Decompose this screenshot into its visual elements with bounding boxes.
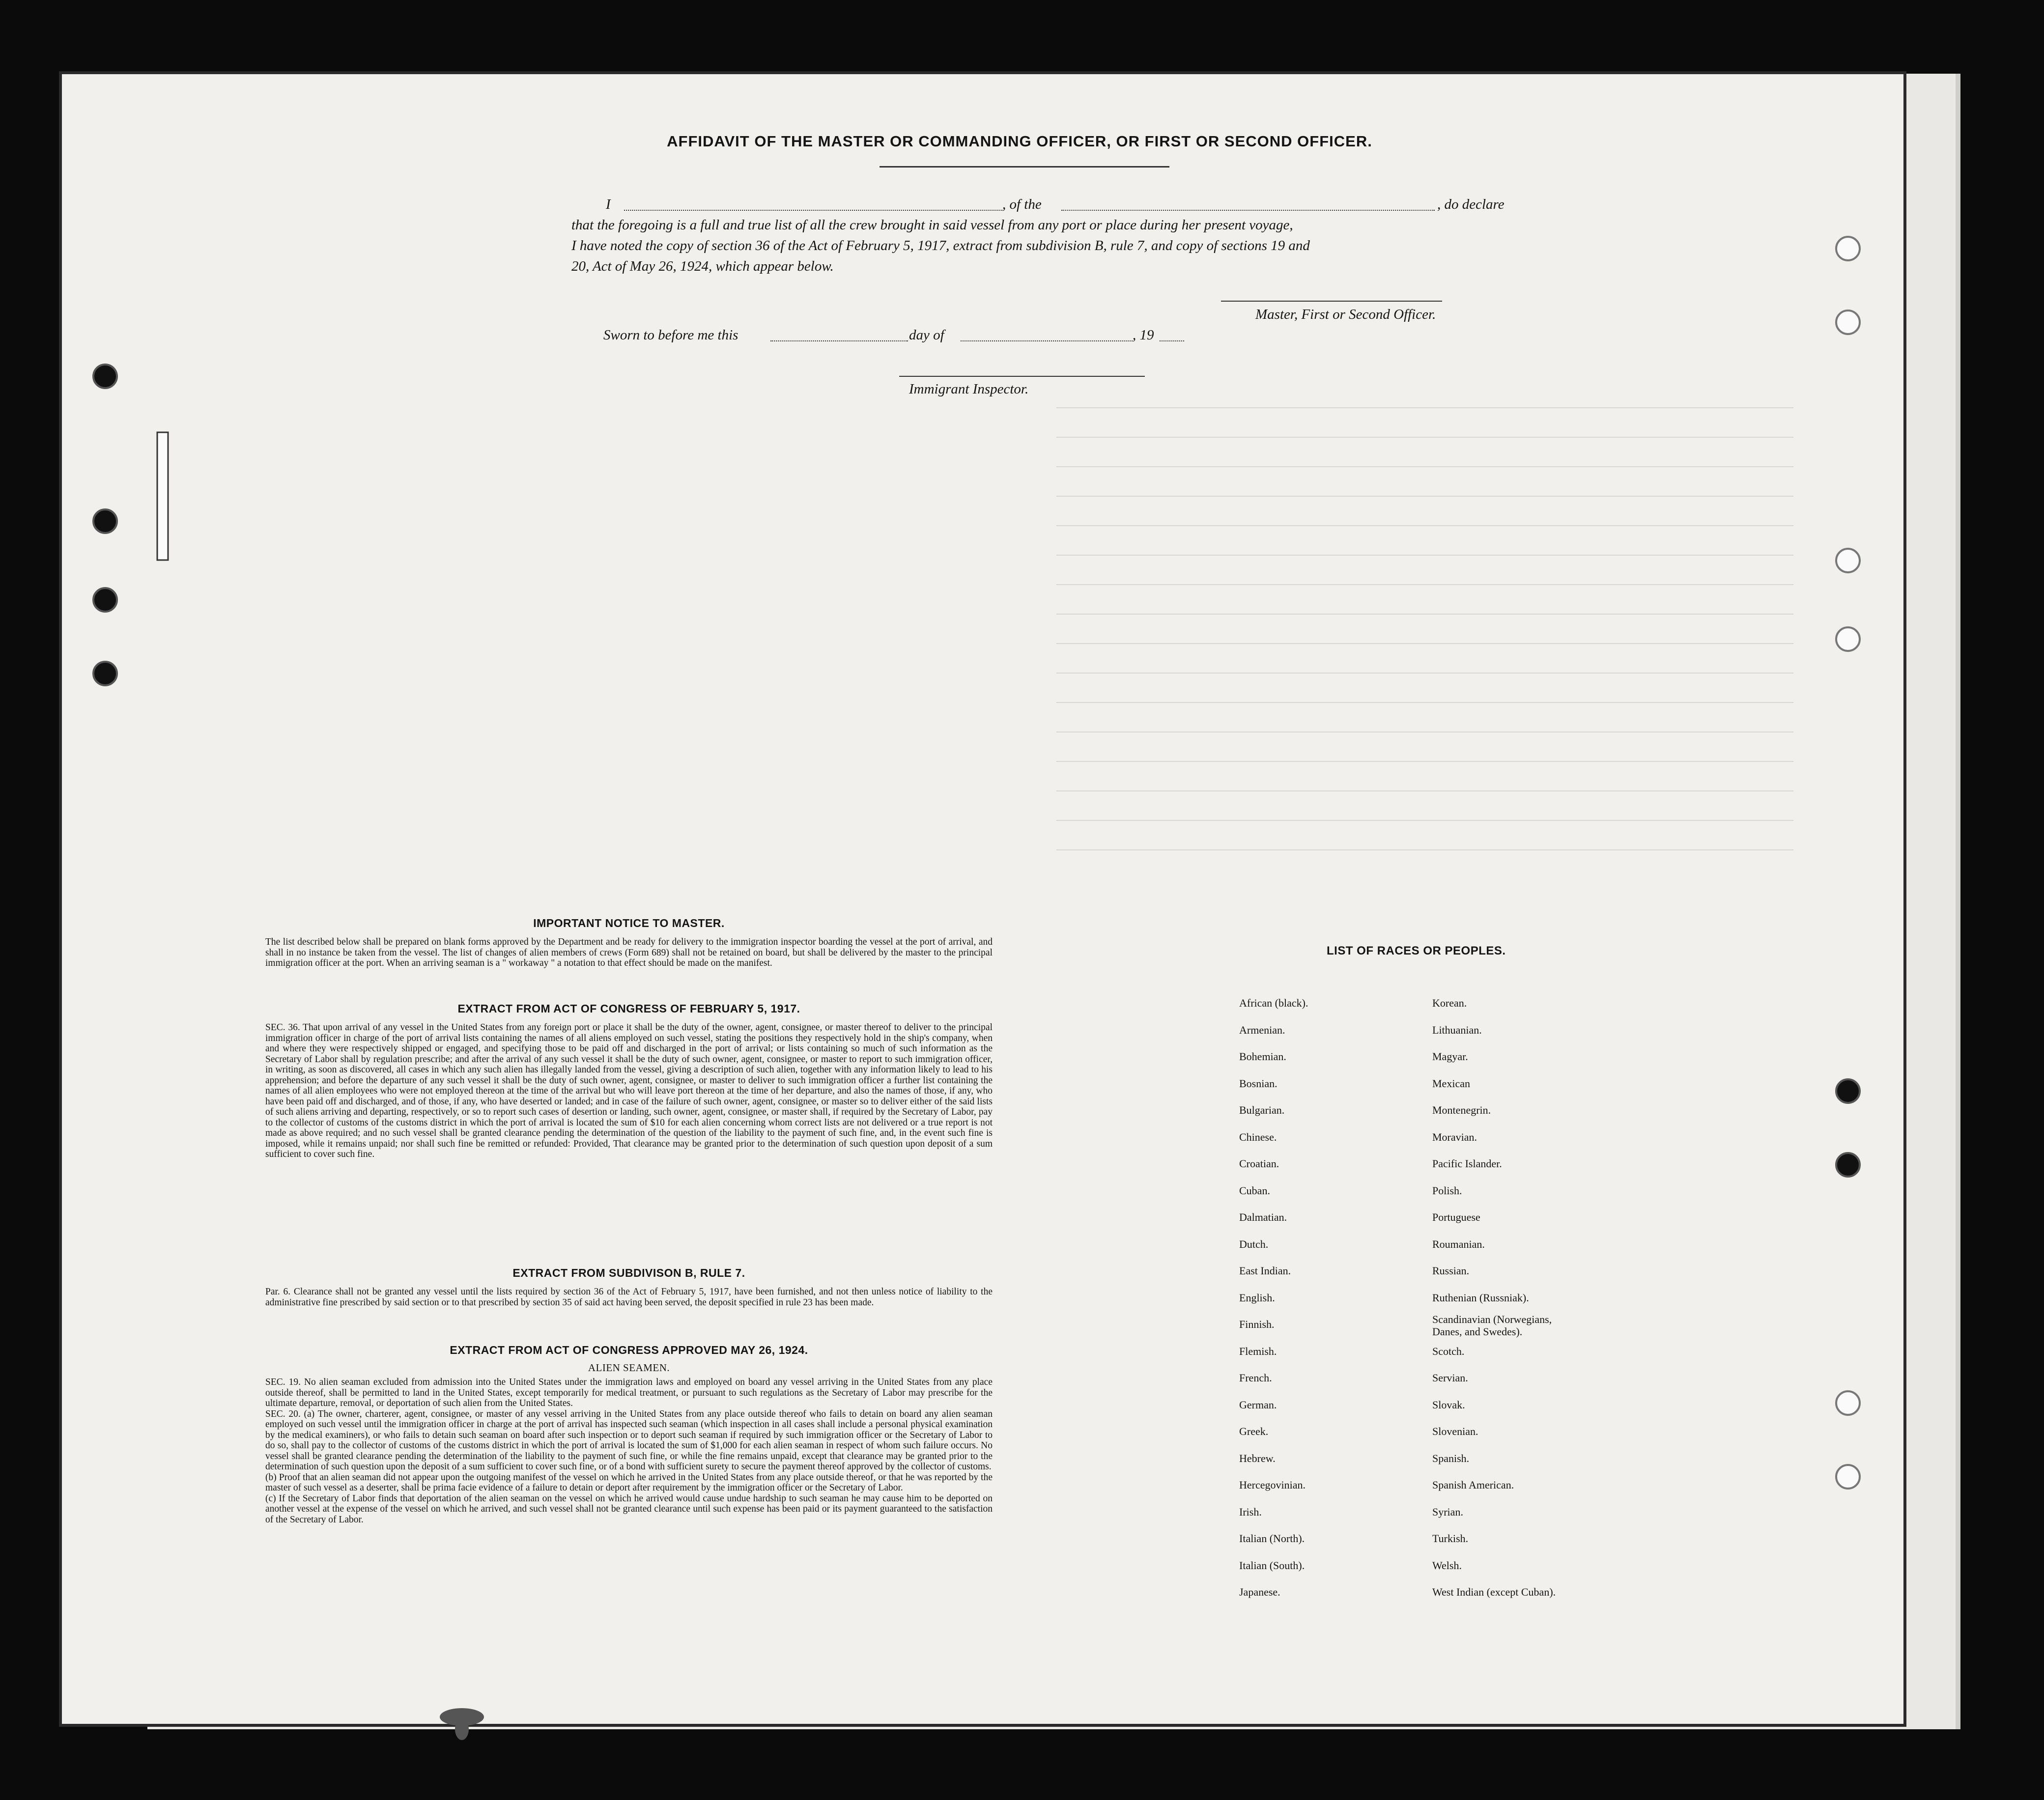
- race-item: Dalmatian.: [1239, 1211, 1287, 1223]
- race-item: Scotch.: [1432, 1345, 1465, 1357]
- race-item: Slovenian.: [1432, 1425, 1478, 1437]
- month-blank: [961, 340, 1133, 341]
- affidavit-do-declare: , do declare: [1437, 197, 1505, 212]
- name-blank: [624, 210, 1002, 211]
- race-item: Danes, and Swedes).: [1432, 1325, 1523, 1338]
- extract-rule7: [265, 1266, 993, 1308]
- races-title: LIST OF RACES OR PEOPLES.: [1327, 944, 1506, 957]
- alien-seamen-subtitle: ALIEN SEAMEN.: [588, 1362, 670, 1374]
- race-item: Turkish.: [1432, 1532, 1469, 1545]
- race-item: Italian (South).: [1239, 1559, 1305, 1572]
- year-blank: [1160, 340, 1184, 341]
- extract-1917-body: SEC. 36. That upon arrival of any vessel in the United States from any foreign port or place it shall be the duty of the owner, agent, consignee, or master thereof to deliver to the principal immigration officer in charge of the port of arrival lists containing the names of all aliens employed on such vessel, stating the positions they respectively hold in the ship's company, when and where they were respectively shipped or engaged, and specifying those to be paid off and discharged in the port of arrival; or lists containing so much of such information as the Secretary of Labor shall by regulation prescribe; and after the arrival of any such vessel it shall be the duty of such owner, agent, consignee, or master to report to such immigration officer, in writing, as soon as discovered, all cases in which any such alien has illegally landed from the vessel, giving a description of such alien, together with any information likely to lead to his apprehension; and before the departure of any such vessel it shall be the duty of such owner, agent, consignee, or master to deliver to such immigration officer a further list containing the names of all alien employees who were not employed thereon at the time of the arrival but who will leave port thereon at the time of her departure, and also the names of those, if any, who have been paid off and discharged, and of those, if any, who have deserted or landed; and in case of the failure of such owner, agent, consignee, or master so to deliver either of the said lists of such aliens arriving and departing, respectively, or so to report such cases of desertion or landing, such owner, agent, consignee, or master shall, if required by the Secretary of Labor, pay to the collector of customs of the customs district in which the port of arrival is located the sum of $10 for each alien concerning whom correct lists are not delivered or a true report is not made as above required; and no such vessel shall be granted clearance pending the determination of the question of the liability to the payment of such fine, and, in the event such fine is imposed, while it remains unpaid; nor shall such fine be remitted or refunded: Provided, That clearance may be granted prior to the determination of such question upon deposit of a sum sufficient to cover such fine.: [265, 1022, 993, 1159]
- race-item: Japanese.: [1239, 1586, 1280, 1598]
- vessel-blank: [1061, 210, 1435, 211]
- affidavit-line-2: that the foregoing is a full and true list of all the crew brought in said vessel from any port or place during her present voyage,: [571, 217, 1293, 233]
- race-item: Bulgarian.: [1239, 1104, 1285, 1116]
- sec19-body: SEC. 19. No alien seaman excluded from admission into the United States under the immigration laws and employed on board any vessel arriving in the United States from any place outside thereof, shall be permitted to land in the United States, except temporarily for medical treatment, or pursuant to such regulations as the Secretary of Labor may prescribe for the ultimate departure, removal, or deportation of such alien from the United States.: [265, 1377, 993, 1408]
- day-of-text: day of: [909, 327, 944, 343]
- race-item: Mexican: [1432, 1077, 1470, 1090]
- race-item: Ruthenian (Russniak).: [1432, 1291, 1529, 1304]
- race-item: Russian.: [1432, 1265, 1470, 1277]
- race-item: Croatian.: [1239, 1157, 1279, 1170]
- race-item: Flemish.: [1239, 1345, 1277, 1357]
- important-notice: [265, 917, 993, 969]
- inspector-label: Immigrant Inspector.: [909, 381, 1029, 397]
- race-item: Irish.: [1239, 1505, 1262, 1518]
- race-item: Moravian.: [1432, 1130, 1477, 1143]
- race-item: Welsh.: [1432, 1559, 1462, 1572]
- inspector-signature-line: [899, 376, 1145, 377]
- race-item: Spanish American.: [1432, 1479, 1514, 1491]
- master-label: Master, First or Second Officer.: [1255, 307, 1436, 322]
- race-item: Dutch.: [1239, 1238, 1269, 1250]
- notice-title: IMPORTANT NOTICE TO MASTER.: [533, 917, 725, 929]
- race-item: Scandinavian (Norwegians,: [1432, 1313, 1552, 1325]
- notice-body: The list described below shall be prepared on blank forms approved by the Department and be ready for delivery to the immigration inspector boarding the vessel at the port of arrival, and shall in no instance be taken from the vessel. The list of changes of alien members of crews (Form 689) shall not be retained on board, but shall be delivered by the master to the principal immigration officer at the port. When an arriving seaman is a " workaway " a notation to that effect should be made on the manifest.: [265, 937, 993, 968]
- day-blank: [770, 340, 908, 341]
- race-item: Servian.: [1432, 1372, 1468, 1384]
- race-item: Spanish.: [1432, 1452, 1470, 1464]
- race-item: Bohemian.: [1239, 1050, 1286, 1063]
- sec20c-body: (c) If the Secretary of Labor finds that deportation of the alien seaman on the vessel on which he arrived would cause undue hardship to such seaman he may cause him to be deported on another vessel at the expense of the vessel on which he arrived, and such vessel shall not be granted clearance until such expense has been paid or its payment guaranteed to the satisfaction of the Secretary of Labor.: [265, 1493, 993, 1525]
- sec20a-body: SEC. 20. (a) The owner, charterer, agent, consignee, or master of any vessel arriving in the United States from any place outside thereof who fails to detain on board any alien seaman employed on such vessel until the immigration officer in charge at the port of arrival has inspected such seaman (which inspection in all cases shall include a personal physical examination by the medical examiners), or who fails to detain such seaman on board after such inspection or to deport such seaman if required by such immigration officer or the Secretary of Labor to do so, shall pay to the collector of customs of the customs district in which the port of arrival is located the sum of $1,000 for each alien seaman in respect of whom such failure occurs. No vessel shall be granted clearance pending the determination of the liability to the payment of such fine, or while the fine remains unpaid, except that clearance may be granted prior to the determination of such question upon the deposit of a sum sufficient to cover such fine, or of a bond with sufficient surety to secure the payment thereof approved by the collector of customs.: [265, 1408, 993, 1472]
- race-item: Roumanian.: [1432, 1238, 1485, 1250]
- race-item: Armenian.: [1239, 1023, 1285, 1036]
- extract-rule7-body: Par. 6. Clearance shall not be granted any vessel until the lists required by section 36 of the Act of February 5, 1917, have been furnished, and not then unless notice of liability to the administrative fine prescribed by said section or to that prescribed by section 35 of said act having been served, the deposit specified in rule 23 has been made.: [265, 1287, 993, 1308]
- race-item: English.: [1239, 1291, 1275, 1304]
- race-item: Finnish.: [1239, 1318, 1275, 1330]
- race-item: Korean.: [1432, 997, 1467, 1009]
- extract-1917: [265, 1002, 993, 1160]
- master-signature-line: [1221, 301, 1442, 302]
- affidavit-title: AFFIDAVIT OF THE MASTER OR COMMANDING OFFICER, OR FIRST OR SECOND OFFICER.: [667, 133, 1372, 150]
- extract-rule7-title: EXTRACT FROM SUBDIVISON B, RULE 7.: [512, 1266, 745, 1279]
- affidavit-i: I: [606, 197, 611, 212]
- affidavit-line-3: I have noted the copy of section 36 of the Act of February 5, 1917, extract from subdivision B, rule 7, and copy of sections 19 and: [571, 238, 1310, 253]
- race-item: Lithuanian.: [1432, 1023, 1482, 1036]
- race-item: African (black).: [1239, 997, 1308, 1009]
- race-item: Montenegrin.: [1432, 1104, 1491, 1116]
- race-item: Bosnian.: [1239, 1077, 1278, 1090]
- race-item: Portuguese: [1432, 1211, 1480, 1223]
- race-item: Slovak.: [1432, 1398, 1465, 1411]
- race-item: Polish.: [1432, 1184, 1462, 1197]
- race-item: Chinese.: [1239, 1130, 1277, 1143]
- affidavit-line-4: 20, Act of May 26, 1924, which appear below.: [571, 258, 834, 274]
- race-item: Hercegovinian.: [1239, 1479, 1306, 1491]
- affidavit-of-the: , of the: [1002, 197, 1042, 212]
- race-item: Cuban.: [1239, 1184, 1270, 1197]
- year-text: , 19: [1133, 327, 1154, 343]
- race-item: West Indian (except Cuban).: [1432, 1586, 1556, 1598]
- race-item: Hebrew.: [1239, 1452, 1276, 1464]
- title-underline: [880, 166, 1169, 168]
- extract-1924-title: EXTRACT FROM ACT OF CONGRESS APPROVED MAY 26, 1924.: [450, 1344, 808, 1356]
- extract-1924: [265, 1344, 993, 1525]
- race-item: East Indian.: [1239, 1265, 1291, 1277]
- race-item: French.: [1239, 1372, 1272, 1384]
- race-item: Pacific Islander.: [1432, 1157, 1502, 1170]
- extract-1917-title: EXTRACT FROM ACT OF CONGRESS OF FEBRUARY 5, 1917.: [457, 1002, 800, 1015]
- sec20b-body: (b) Proof that an alien seaman did not appear upon the outgoing manifest of the vessel on which he arrived in the United States from any place outside thereof, or that he was reported by the master of such vessel as a deserter, shall be prima facie evidence of a failure to detain or deport after requirement by the immigration officer or the Secretary of Labor.: [265, 1472, 993, 1493]
- race-item: Syrian.: [1432, 1505, 1463, 1518]
- race-item: Italian (North).: [1239, 1532, 1305, 1545]
- race-item: Greek.: [1239, 1425, 1269, 1437]
- race-item: Magyar.: [1432, 1050, 1468, 1063]
- sworn-text: Sworn to before me this: [603, 327, 738, 343]
- race-item: German.: [1239, 1398, 1277, 1411]
